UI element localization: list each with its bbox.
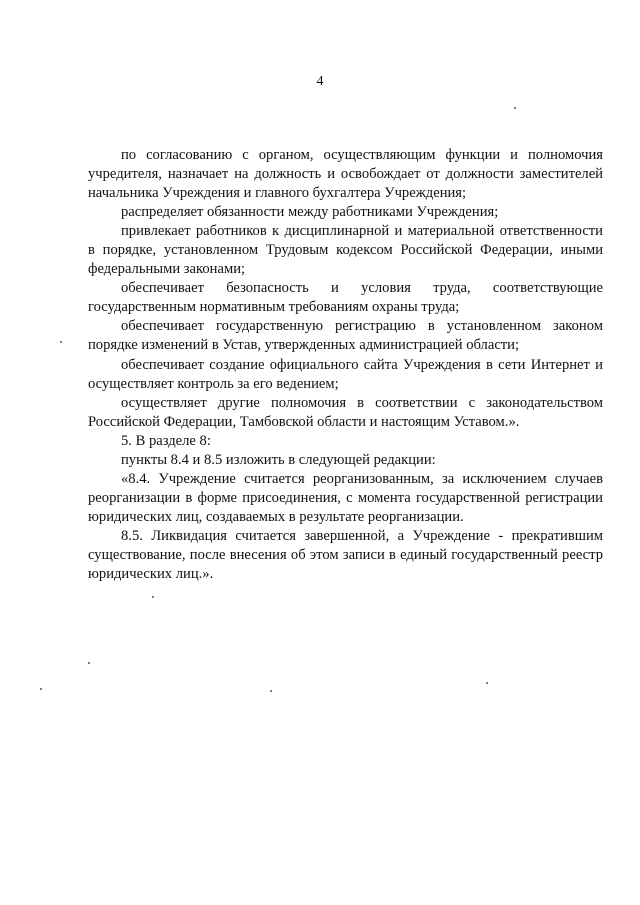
paragraph-appoint-deputies: по согласованию с органом, осуществляющим функции и полномочия учредителя, назначает на должность и освобождает от должности заместителей начальника Учреждения и главного бухгалтера Учреждения; bbox=[88, 147, 603, 202]
paragraph-labor-safety: обеспечивает безопасность и условия труда, соответствующие государственным нормативным требованиям охраны труда; bbox=[88, 280, 603, 316]
scan-speck bbox=[514, 107, 516, 109]
paragraph-official-website: обеспечивает создание официального сайта Учреждения в сети Интернет и осуществляет контроль за его ведением; bbox=[88, 356, 603, 392]
paragraph-distribute-duties: распределяет обязанности между работниками Учреждения; bbox=[121, 204, 499, 221]
paragraph-section-8: 5. В разделе 8: bbox=[121, 432, 211, 449]
scan-speck bbox=[486, 682, 488, 684]
paragraph-state-registration: обеспечивает государственную регистрацию в установленном законом порядке изменений в Устав, утвержденных администрацией области; bbox=[88, 318, 603, 354]
scan-speck bbox=[40, 688, 42, 690]
scan-speck bbox=[152, 596, 154, 598]
page-number: 4 bbox=[316, 74, 324, 89]
scan-speck bbox=[88, 662, 90, 664]
paragraph-other-powers: осуществляет другие полномочия в соответствии с законодательством Российской Федерации, Тамбовской области и настоящим Уставом.». bbox=[88, 394, 603, 430]
paragraph-item-8-4: «8.4. Учреждение считается реорганизованным, за исключением случаев реорганизации в форме присоединения, с момента государственной регистрации юридических лиц, создаваемых в результате реорганизации. bbox=[88, 470, 603, 525]
document-body bbox=[88, 146, 603, 584]
paragraph-item-8-5: 8.5. Ликвидация считается завершенной, а Учреждение - прекратившим существование, после внесения об этом записи в единый государственный реестр юридических лиц.». bbox=[88, 527, 603, 583]
scan-speck bbox=[270, 690, 272, 692]
paragraph-items-8-4-8-5: пункты 8.4 и 8.5 изложить в следующей редакции: bbox=[121, 451, 436, 468]
scan-speck bbox=[60, 341, 62, 343]
paragraph-disciplinary-liability: привлекает работников к дисциплинарной и материальной ответственности в порядке, установленном Трудовым кодексом Российской Федерации, иными федеральными законами; bbox=[88, 223, 603, 278]
